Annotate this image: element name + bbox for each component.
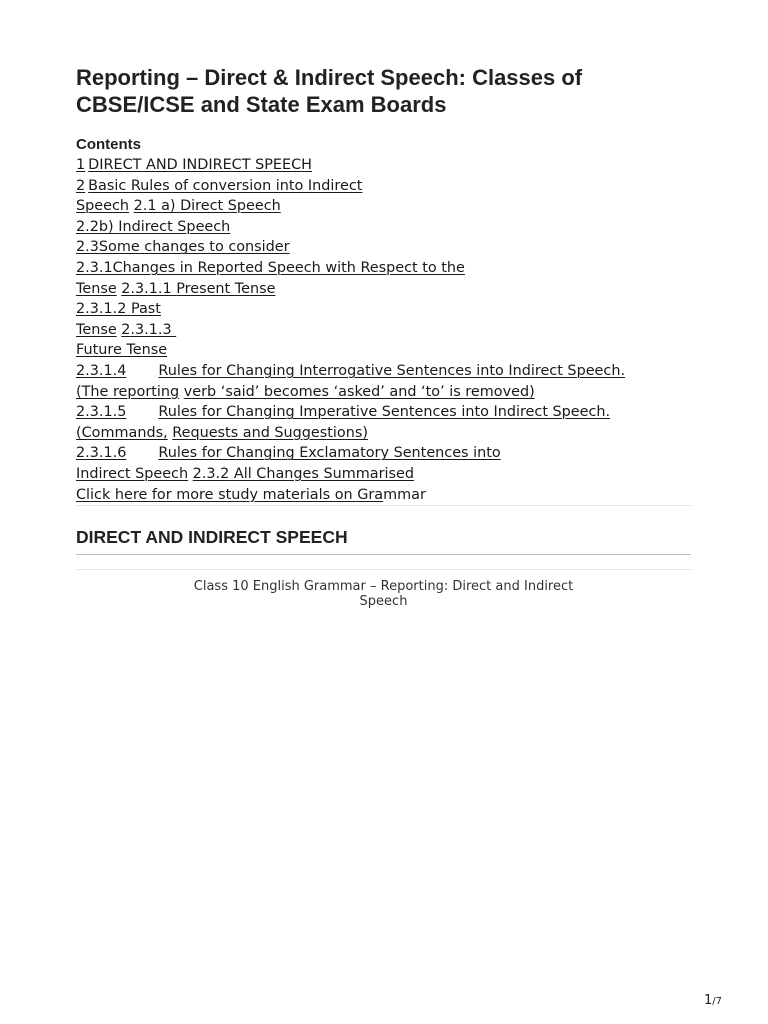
- toc-link-2-3-1-5-cont-b[interactable]: Requests and Suggestions): [172, 424, 368, 441]
- toc-link-2-cont[interactable]: Speech: [76, 198, 130, 215]
- toc-link-1[interactable]: 1: [76, 157, 86, 173]
- toc-line: [76, 423, 691, 444]
- divider: [76, 569, 691, 570]
- toc-link-2-3-1-6-cont[interactable]: Indirect Speech: [76, 465, 189, 482]
- toc-link-2-2[interactable]: 2.2b) Indirect Speech: [76, 218, 231, 235]
- toc-line: [76, 258, 691, 279]
- toc-link-2-3-1-3-cont[interactable]: Future Tense: [76, 342, 168, 359]
- section-rule: [76, 554, 691, 555]
- toc-link-2-3-1-4-cont-b[interactable]: verb ‘said’ becomes ‘asked’ and ‘to’ is removed): [183, 383, 535, 400]
- contents-heading: Contents: [76, 136, 141, 153]
- study-materials-link-rest: mmar: [383, 486, 426, 503]
- toc-link-1-text[interactable]: DIRECT AND INDIRECT SPEECH: [88, 157, 312, 173]
- toc-line: [76, 217, 691, 238]
- toc-link-2-3-1[interactable]: 2.3.1Changes in Reported Speech with Respect to the: [76, 259, 465, 276]
- toc-link-2-3-1-2-cont[interactable]: Tense: [76, 321, 117, 338]
- toc-line: [76, 237, 691, 258]
- toc-link-2-3-1-cont[interactable]: Tense: [76, 280, 117, 297]
- section-title: DIRECT AND INDIRECT SPEECH: [76, 527, 348, 548]
- toc-line: [76, 155, 691, 176]
- study-materials-link[interactable]: Click here for more study materials on Gra: [76, 486, 384, 503]
- toc-line: [76, 402, 691, 423]
- table-of-contents: [76, 155, 691, 505]
- toc-link-2-3-1-3[interactable]: 2.3.1.3: [121, 321, 172, 338]
- toc-line: [76, 361, 691, 382]
- toc-link-2-3-1-6[interactable]: 2.3.1.6 Rules for Changing Exclamatory Sentences into: [76, 445, 501, 462]
- toc-line: [76, 196, 691, 217]
- toc-link-2-3[interactable]: 2.3Some changes to consider: [76, 239, 290, 256]
- toc-line: [76, 340, 691, 361]
- image-caption: Class 10 English Grammar – Reporting: Direct and Indirect Speech: [193, 579, 574, 610]
- toc-link-2-1[interactable]: 2.1 a) Direct Speech: [133, 198, 281, 215]
- toc-line: [76, 299, 691, 320]
- toc-link-2-3-1-2[interactable]: 2.3.1.2 Past: [76, 301, 161, 318]
- toc-line: [76, 320, 691, 341]
- page-number-total: /7: [712, 996, 722, 1007]
- toc-line: [76, 485, 691, 506]
- toc-link-2-3-1-5[interactable]: 2.3.1.5 Rules for Changing Imperative Sentences into Indirect Speech.: [76, 404, 611, 421]
- page-number-current: 1: [703, 993, 713, 1008]
- toc-line: [76, 443, 691, 464]
- toc-line: [76, 464, 691, 485]
- divider: [76, 505, 691, 506]
- toc-link-2-3-1-5-cont-a[interactable]: (Commands,: [76, 424, 168, 441]
- toc-link-2-3-1-4[interactable]: 2.3.1.4 Rules for Changing Interrogative Sentences into Indirect Speech.: [76, 362, 626, 379]
- toc-line: [76, 382, 691, 403]
- toc-link-2[interactable]: 2: [76, 177, 86, 194]
- toc-link-2-text[interactable]: Basic Rules of conversion into Indirect: [88, 177, 363, 194]
- document-title: Reporting – Direct & Indirect Speech: Classes of CBSE/ICSE and State Exam Boards: [76, 65, 583, 117]
- page-number: [704, 993, 722, 1008]
- toc-line: [76, 176, 691, 197]
- toc-line: [76, 279, 691, 300]
- document-page: [76, 64, 691, 609]
- toc-link-2-3-1-4-cont-a[interactable]: (The reporting: [76, 383, 180, 400]
- toc-link-2-3-1-1[interactable]: 2.3.1.1 Present Tense: [121, 280, 276, 297]
- toc-link-2-3-2[interactable]: 2.3.2 All Changes Summarised: [192, 465, 414, 482]
